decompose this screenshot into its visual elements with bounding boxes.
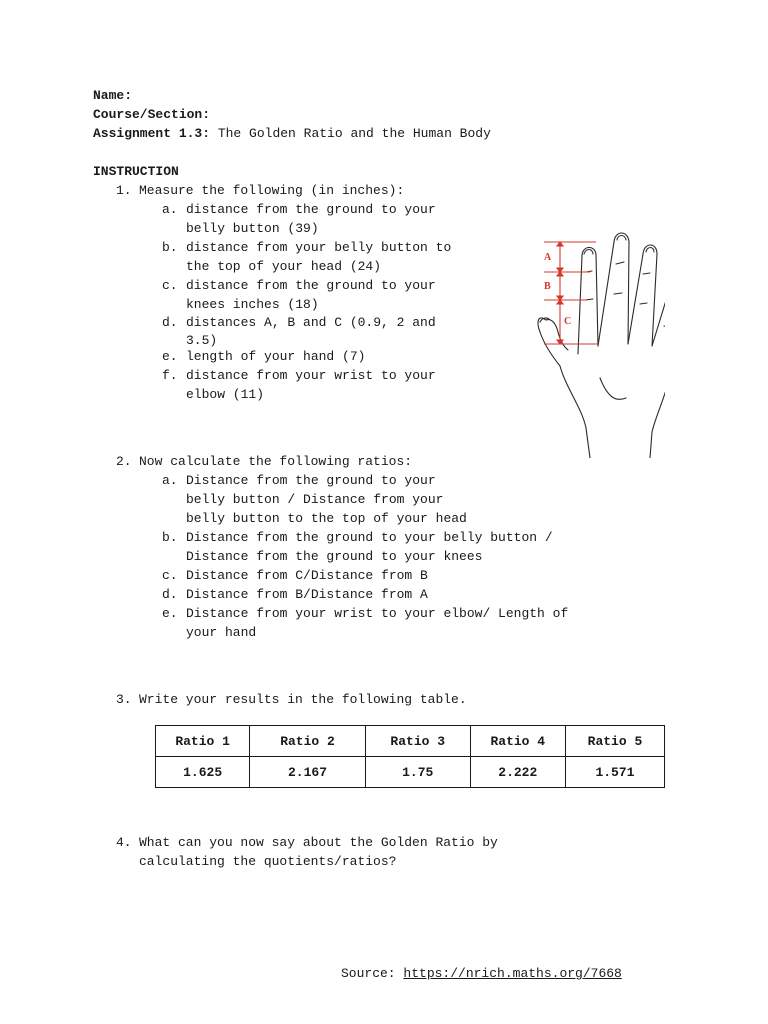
label-c: C [564, 316, 572, 327]
ratio-results-table [155, 725, 665, 788]
q1-item-e-letter: e. [162, 349, 178, 364]
q1-item-a-line1: distance from the ground to your [186, 202, 436, 217]
source-line [341, 964, 622, 983]
table-cell: 1.625 [156, 757, 250, 788]
table-header-cell: Ratio 1 [156, 726, 250, 757]
q1-number: 1. [116, 183, 132, 198]
q2-item-c-letter: c. [162, 568, 178, 583]
q1-item-a-line2: belly button (39) [186, 221, 319, 236]
q2-text: Now calculate the following ratios: [139, 454, 413, 469]
label-b: B [544, 281, 551, 292]
course-section-label: Course/Section: [93, 107, 211, 122]
q1-item-f-line1: distance from your wrist to your [186, 368, 436, 383]
q4-line2: calculating the quotients/ratios? [139, 854, 397, 869]
q2-item-a-line3: belly button to the top of your head [186, 511, 467, 526]
assignment-label: Assignment 1.3: [93, 126, 211, 141]
q2-item-b-letter: b. [162, 530, 178, 545]
source-label: Source: [341, 966, 404, 981]
hand-measurement-figure [530, 228, 665, 458]
source-link[interactable]: https://nrich.maths.org/7668 [403, 966, 622, 981]
table-header-row [156, 726, 665, 757]
q1-item-f-line2: elbow (11) [186, 387, 265, 402]
q2-item-a-letter: a. [162, 473, 178, 488]
table-cell: 1.75 [365, 757, 470, 788]
q2-item-a-line1: Distance from the ground to your [186, 473, 436, 488]
table-header-cell: Ratio 2 [250, 726, 366, 757]
q2-item-d-line1: Distance from B/Distance from A [186, 587, 428, 602]
table-header-cell: Ratio 4 [470, 726, 565, 757]
q1-item-d-letter: d. [162, 315, 178, 330]
table-cell: 2.167 [250, 757, 366, 788]
table-header-cell: Ratio 3 [365, 726, 470, 757]
q3-text: Write your results in the following table. [139, 692, 467, 707]
assignment-title: The Golden Ratio and the Human Body [210, 126, 491, 141]
q1-item-c-letter: c. [162, 278, 178, 293]
q1-item-d-line2: 3.5) [186, 333, 218, 348]
q2-item-b-line2: Distance from the ground to your knees [186, 549, 483, 564]
q4-number: 4. [116, 835, 132, 850]
q1-item-b-letter: b. [162, 240, 178, 255]
table-row [156, 757, 665, 788]
q1-item-e-line1: length of your hand (7) [186, 349, 366, 364]
q1-item-d-line1: distances A, B and C (0.9, 2 and [186, 315, 436, 330]
q1-item-c-line2: knees inches (18) [186, 297, 319, 312]
table-cell: 1.571 [565, 757, 664, 788]
q2-item-b-line1: Distance from the ground to your belly button / [186, 530, 553, 545]
q2-number: 2. [116, 454, 132, 469]
q1-text: Measure the following (in inches): [139, 183, 405, 198]
q2-item-a-line2: belly button / Distance from your [186, 492, 444, 507]
q1-item-c-line1: distance from the ground to your [186, 278, 436, 293]
q1-item-b-line1: distance from your belly button to [186, 240, 452, 255]
q2-item-d-letter: d. [162, 587, 178, 602]
q1-item-b-line2: the top of your head (24) [186, 259, 382, 274]
label-a: A [544, 252, 552, 263]
q1-item-f-letter: f. [162, 368, 178, 383]
table-header-cell: Ratio 5 [565, 726, 664, 757]
table-cell: 2.222 [470, 757, 565, 788]
q2-item-e-line1: Distance from your wrist to your elbow/ Length of [186, 606, 569, 621]
q2-item-e-line2: your hand [186, 625, 257, 640]
assignment-line [93, 124, 491, 143]
q2-item-e-letter: e. [162, 606, 178, 621]
q1-item-a-letter: a. [162, 202, 178, 217]
instruction-heading: INSTRUCTION [93, 164, 179, 179]
q2-item-c-line1: Distance from C/Distance from B [186, 568, 428, 583]
name-label: Name: [93, 88, 133, 103]
q4-line1: What can you now say about the Golden Ratio by [139, 835, 498, 850]
q3-number: 3. [116, 692, 132, 707]
